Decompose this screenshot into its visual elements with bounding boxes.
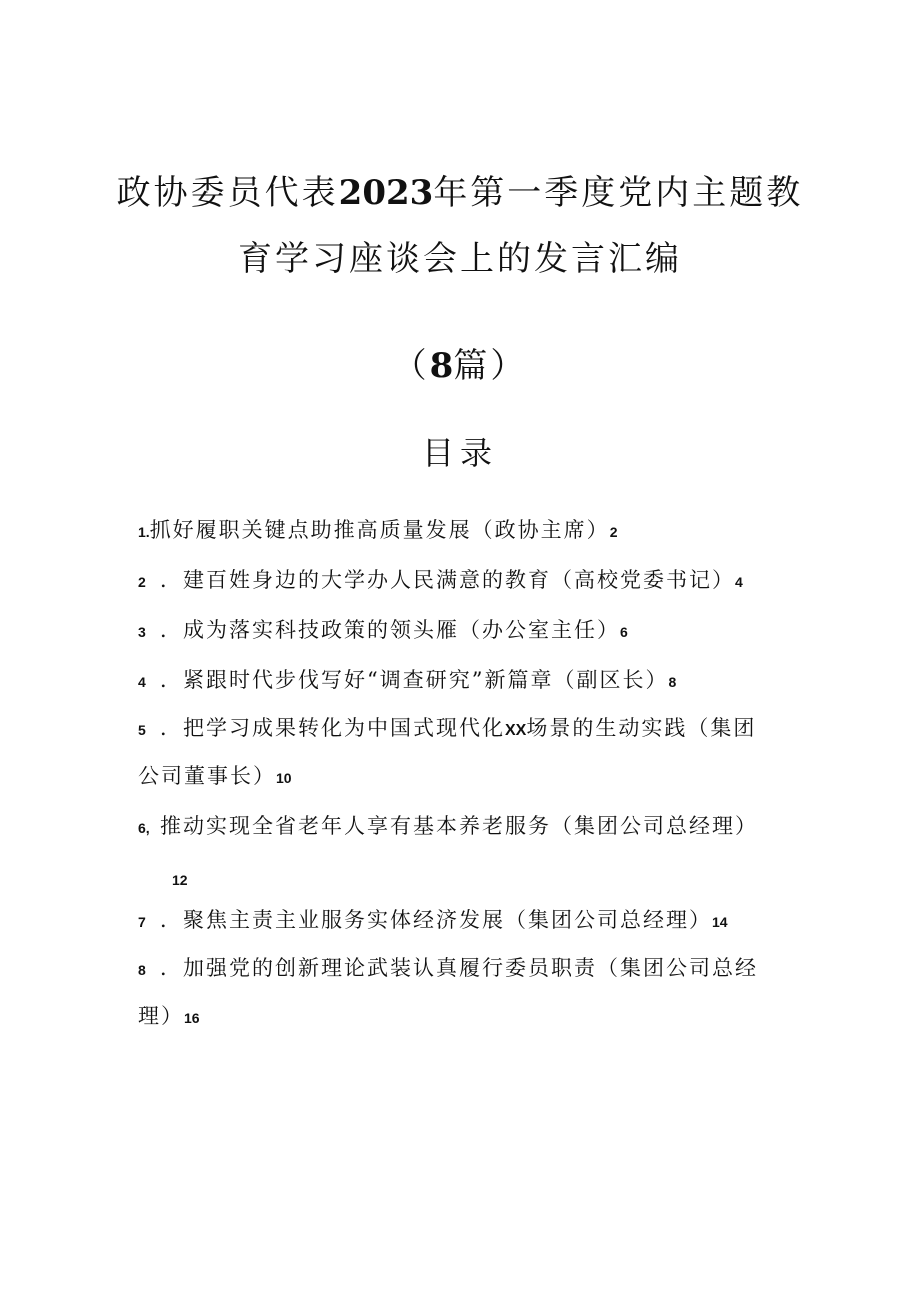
toc-entry-page: 14: [712, 914, 728, 930]
toc-entry-page: 16: [184, 1010, 200, 1026]
toc-entry-index: 4: [138, 674, 146, 690]
toc-entry-page: 8: [668, 674, 677, 690]
toc-entry-page: 2: [609, 524, 618, 540]
toc-entry-8[interactable]: [138, 952, 758, 982]
toc-entry-7[interactable]: [138, 904, 728, 934]
count-suffix: 篇）: [453, 346, 528, 386]
document-title-line-2: 育学习座谈会上的发言汇编: [238, 239, 682, 279]
toc-entry-page: 12: [172, 872, 188, 888]
toc-entry-title: ．建百姓身边的大学办人民满意的教育（高校党委书记）: [160, 568, 735, 592]
toc-entry-index: 1.: [138, 524, 150, 540]
title-text-part: 政协委员代表: [116, 173, 339, 213]
toc-entry-index: 3: [138, 624, 146, 640]
toc-entry-5-continued[interactable]: [138, 760, 292, 790]
toc-entry-placeholder: XX: [505, 722, 527, 739]
toc-entry-page: 10: [276, 770, 292, 786]
toc-entry-8-continued[interactable]: [138, 1000, 200, 1030]
toc-entry-6-page-line[interactable]: [172, 866, 188, 890]
title-text-part: 年第一季度党内主题教: [433, 173, 804, 213]
toc-entry-index: 6,: [138, 820, 150, 836]
toc-heading: 目录: [421, 434, 498, 472]
count-number: 8: [429, 346, 454, 386]
article-count: [0, 338, 920, 387]
toc-entry-2[interactable]: [138, 564, 743, 594]
toc-entry-page: 6: [620, 624, 628, 640]
toc-entry-6[interactable]: [138, 810, 758, 840]
toc-entry-title: ．聚焦主责主业服务实体经济发展（集团公司总经理）: [160, 908, 712, 932]
toc-entry-index: 7: [138, 914, 146, 930]
toc-entry-index: 2: [138, 574, 146, 590]
toc-entry-title: ．把学习成果转化为中国式现代化: [160, 716, 505, 740]
title-year: 2023: [338, 173, 434, 213]
count-open-paren: （: [392, 346, 430, 386]
toc-entry-title: 场景的生动实践（集团: [526, 716, 757, 740]
toc-entry-page: 4: [735, 574, 743, 590]
toc-entry-title: 推动实现全省老年人享有基本养老服务（集团公司总经理）: [160, 814, 758, 838]
toc-entry-title: 理）: [138, 1004, 184, 1028]
toc-entry-title: ．成为落实科技政策的领头雁（办公室主任）: [160, 618, 620, 642]
toc-entry-title: 抓好履职关键点助推高质量发展（政协主席）: [149, 518, 610, 542]
toc-entry-title: 公司董事长）: [138, 764, 276, 788]
toc-entry-title: ．紧跟时代步伐写好“调查研究”新篇章（副区长）: [160, 668, 669, 692]
toc-entry-index: 5: [138, 722, 146, 738]
toc-entry-title: ．加强党的创新理论武装认真履行委员职责（集团公司总经: [160, 956, 758, 980]
document-title-line-1: [0, 165, 920, 214]
toc-entry-4[interactable]: [138, 664, 676, 694]
toc-entry-1[interactable]: [138, 514, 617, 544]
toc-entry-5[interactable]: [138, 712, 756, 742]
toc-entry-3[interactable]: [138, 614, 628, 644]
toc-entry-index: 8: [138, 962, 146, 978]
